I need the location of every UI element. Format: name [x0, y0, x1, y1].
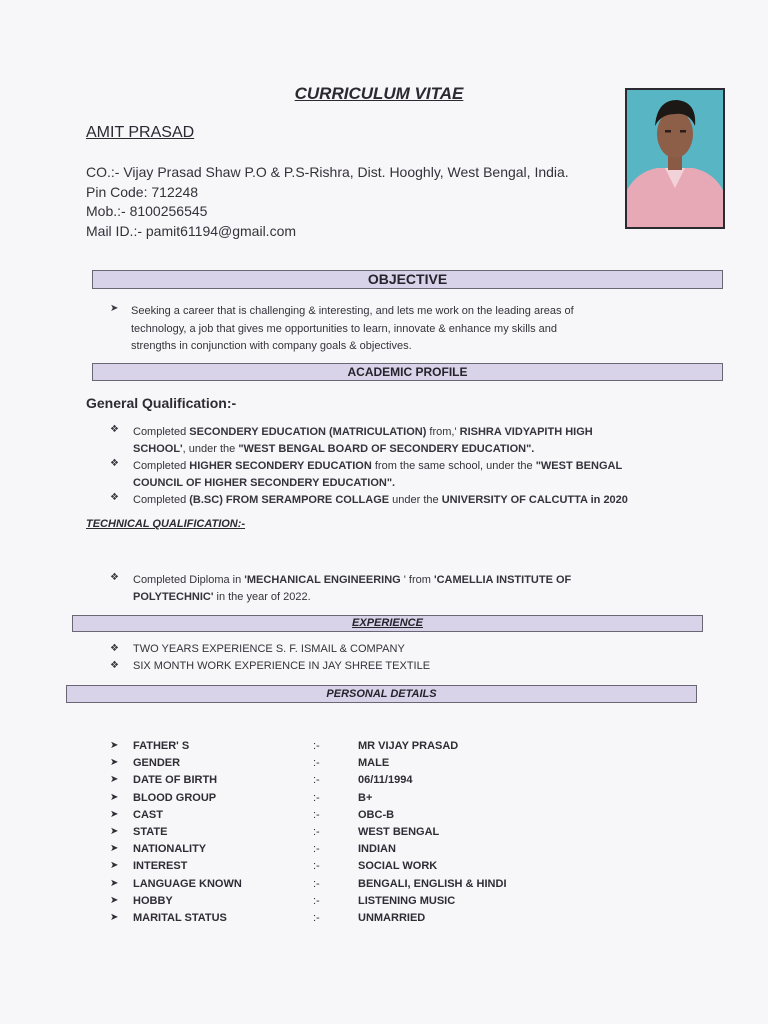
personal-detail-separator: :- [313, 912, 320, 924]
diamond-bullet-icon: ❖ [110, 458, 119, 469]
personal-detail-label: INTEREST [133, 860, 188, 873]
qualification-emphasis: SCHOOL' [133, 443, 183, 455]
objective-text [131, 303, 651, 356]
arrow-bullet-icon: ➤ [110, 860, 119, 872]
personal-detail-row [0, 878, 768, 895]
contact-block [86, 163, 569, 241]
qualification-line [133, 441, 534, 458]
qualification-text: under the [389, 494, 442, 506]
personal-detail-row [0, 774, 768, 791]
personal-detail-separator: :- [313, 808, 320, 821]
arrow-bullet-icon: ➤ [110, 740, 119, 751]
diamond-bullet-icon: ❖ [110, 492, 119, 503]
personal-detail-value: MALE [358, 757, 390, 770]
arrow-bullet-icon: ➤ [110, 843, 119, 855]
qualification-emphasis: "WEST BENGAL BOARD OF SECONDERY EDUCATION". [238, 443, 535, 455]
qualification-line [133, 424, 593, 441]
qualification-emphasis: 'CAMELLIA INSTITUTE OF [434, 574, 572, 586]
personal-details-header: PERSONAL DETAILS [66, 685, 697, 703]
personal-detail-row [0, 809, 768, 826]
arrow-bullet-icon: ➤ [110, 808, 119, 820]
objective-line: technology, a job that gives me opportunities to learn, innovate & enhance my skills and [131, 322, 557, 335]
arrow-bullet-icon: ➤ [110, 912, 119, 923]
personal-detail-separator: :- [313, 791, 320, 804]
qualification-emphasis: (B.SC) FROM SERAMPORE COLLAGE [189, 494, 390, 506]
personal-detail-label: NATIONALITY [133, 843, 207, 856]
general-qualification-heading: General Qualification:- [86, 395, 237, 411]
objective-line: Seeking a career that is challenging & interesting, and lets me work on the leading areas of [131, 305, 574, 317]
personal-detail-separator: :- [313, 860, 320, 873]
personal-detail-value: B+ [358, 791, 373, 804]
arrow-bullet-icon: ➤ [110, 791, 119, 803]
personal-detail-value: OBC-B [358, 808, 395, 821]
personal-detail-value: WEST BENGAL [358, 826, 440, 838]
academic-profile-header: ACADEMIC PROFILE [92, 363, 723, 381]
experience-item: TWO YEARS EXPERIENCE S. F. ISMAIL & COMPANY [133, 643, 405, 655]
personal-detail-label: GENDER [133, 757, 181, 770]
contact-address: CO.:- Vijay Prasad Shaw P.O & P.S-Rishra, Dist. Hooghly, West Bengal, India. [86, 164, 569, 180]
personal-detail-row [0, 740, 768, 757]
technical-qualification-heading: TECHNICAL QUALIFICATION:- [86, 518, 246, 530]
experience-header: EXPERIENCE [72, 615, 703, 632]
qualification-text: from,' [426, 426, 460, 438]
arrow-bullet-icon: ➤ [110, 303, 119, 314]
qualification-line [133, 492, 628, 509]
personal-detail-row [0, 895, 768, 912]
personal-detail-label: STATE [133, 826, 168, 838]
personal-detail-separator: :- [313, 843, 320, 856]
personal-detail-row [0, 757, 768, 774]
diamond-bullet-icon: ❖ [110, 424, 119, 435]
qualification-text: Completed [133, 494, 190, 506]
personal-detail-row [0, 792, 768, 809]
personal-detail-label: MARITAL STATUS [133, 912, 227, 924]
qualification-line [133, 475, 395, 492]
qualification-text: ' from [400, 574, 434, 586]
personal-detail-value: BENGALI, ENGLISH & HINDI [358, 877, 507, 890]
profile-photo [625, 88, 725, 229]
qualification-line [133, 572, 571, 589]
portrait-image [627, 90, 723, 227]
personal-detail-row [0, 912, 768, 929]
document-title: CURRICULUM VITAE [294, 84, 464, 103]
personal-detail-separator: :- [313, 877, 320, 890]
arrow-bullet-icon: ➤ [110, 877, 119, 889]
qualification-line [133, 589, 311, 606]
personal-detail-separator: :- [313, 894, 320, 907]
personal-detail-label: DATE OF BIRTH [133, 774, 218, 787]
contact-email: Mail ID.:- pamit61194@gmail.com [86, 222, 297, 239]
arrow-bullet-icon: ➤ [110, 826, 119, 837]
personal-detail-row [0, 826, 768, 843]
personal-detail-value: UNMARRIED [358, 912, 426, 924]
qualification-emphasis: "WEST BENGAL [535, 460, 623, 472]
contact-mobile: Mob.:- 8100256545 [86, 203, 208, 219]
objective-header: OBJECTIVE [92, 270, 723, 289]
qualification-text: from the same school, under the [371, 460, 536, 472]
qualification-text: Completed [133, 460, 190, 472]
arrow-bullet-icon: ➤ [110, 894, 119, 906]
personal-detail-value: SOCIAL WORK [358, 860, 438, 873]
arrow-bullet-icon: ➤ [110, 774, 119, 786]
diamond-bullet-icon: ❖ [110, 572, 119, 583]
qualification-line [133, 458, 622, 475]
personal-detail-separator: :- [313, 757, 320, 770]
personal-detail-separator: :- [313, 740, 320, 752]
qualification-text: , under the [182, 443, 239, 455]
qualification-emphasis: COUNCIL OF HIGHER SECONDERY EDUCATION". [133, 477, 396, 489]
personal-detail-label: HOBBY [133, 894, 173, 907]
personal-detail-label: BLOOD GROUP [133, 791, 217, 804]
candidate-name: AMIT PRASAD [86, 124, 195, 141]
personal-detail-value: MR VIJAY PRASAD [358, 740, 459, 752]
qualification-text: Completed Diploma in [133, 574, 245, 586]
qualification-emphasis: 'MECHANICAL ENGINEERING [244, 574, 401, 586]
qualification-emphasis: HIGHER SECONDERY EDUCATION [189, 460, 372, 472]
personal-detail-separator: :- [313, 774, 320, 787]
qualification-emphasis: SECONDERY EDUCATION (MATRICULATION) [189, 426, 427, 438]
personal-detail-label: LANGUAGE KNOWN [133, 877, 242, 890]
personal-detail-label: CAST [133, 808, 163, 821]
arrow-bullet-icon: ➤ [110, 757, 119, 769]
qualification-text: in the year of 2022. [213, 591, 311, 603]
personal-detail-value: LISTENING MUSIC [358, 894, 456, 907]
contact-pin-code: Pin Code: 712248 [86, 183, 199, 200]
qualification-text: Completed [133, 426, 190, 438]
personal-detail-row [0, 860, 768, 877]
experience-item: SIX MONTH WORK EXPERIENCE IN JAY SHREE TEXTILE [133, 660, 431, 672]
personal-detail-separator: :- [313, 826, 320, 838]
personal-detail-value: INDIAN [358, 843, 396, 856]
personal-detail-label: FATHER' S [133, 740, 190, 752]
diamond-bullet-icon: ❖ [110, 660, 119, 671]
qualification-emphasis: UNIVERSITY OF CALCUTTA in 2020 [441, 494, 628, 506]
personal-detail-row [0, 843, 768, 860]
qualification-emphasis: POLYTECHNIC' [133, 591, 214, 603]
diamond-bullet-icon: ❖ [110, 643, 119, 654]
objective-line: strengths in conjunction with company goals & objectives. [131, 340, 412, 352]
personal-detail-value: 06/11/1994 [358, 774, 413, 787]
qualification-emphasis: RISHRA VIDYAPITH HIGH [459, 426, 593, 438]
